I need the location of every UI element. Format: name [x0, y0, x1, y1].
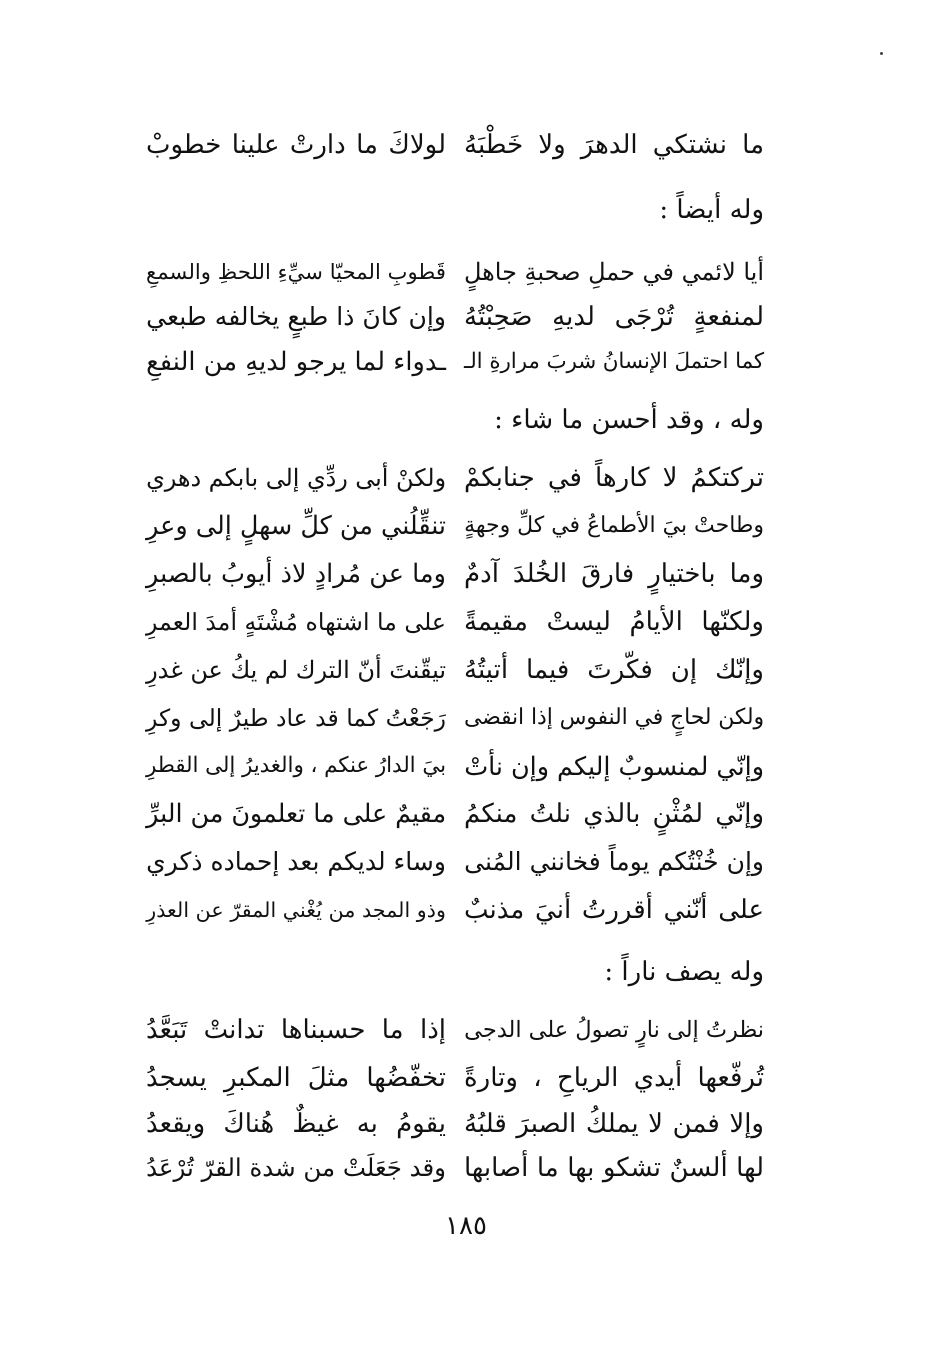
section-heading: وله ، وقد أحسن ما شاء :	[494, 405, 764, 435]
verse-3-5-right: وإنّك إن فكّرتَ فيما أتيتُهُ	[464, 655, 764, 685]
verse-2-2-right: لمنفعةٍ تُرْجَى لديهِ صَحِبْتُهُ	[464, 302, 764, 332]
verse-4-4-left: وقد جَعَلَتْ من شدة القرّ تُرْعَدُ	[146, 1153, 446, 1182]
verse-4-4-right: لها ألسنٌ تشكو بها ما أصابها	[463, 1153, 764, 1183]
verse-2-1-left: قَطوبِ المحيّا سيِّءِ اللحظِ والسمعِ	[146, 259, 446, 284]
verse-4-1-left: إذا ما حسبناها تدانتْ تَبَعَّدُ	[146, 1015, 446, 1045]
verse-3-5-left: تيقّنتَ أنّ الترك لم يكُ عن غدرِ	[146, 656, 446, 684]
verse-4-1-right: نظرتُ إلى نارٍ تصولُ على الدجى	[464, 1017, 764, 1043]
verse-3-10-right: على أنّني أقررتُ أنيَ مذنبٌ	[464, 895, 764, 925]
verse-1-1-right: ما نشتكي الدهرَ ولا خَطْبَهُ	[464, 130, 764, 160]
verse-3-1-right: تركتكمُ لا كارهاً في جنابكمْ	[463, 463, 764, 493]
verse-3-8-right: وإنّي لمُثْنٍ بالذي نلتُ منكمُ	[464, 799, 764, 829]
verse-3-9-right: وإن خُنْتُكم يوماً فخانني المُنى	[464, 847, 764, 876]
section-heading: وله أيضاً :	[659, 195, 764, 225]
verse-2-3-left: ـدواء لما يرجو لديهِ من النفعِ	[146, 347, 446, 377]
verse-3-7-left: بيَ الدارُ عنكم ، والغديرُ إلى القطرِ	[146, 753, 446, 778]
verse-3-10-left: وذو المجد من يُغْني المقرّ عن العذرِ	[146, 898, 446, 922]
verse-3-8-left: مقيمٌ على ما تعلمونَ من البرِّ	[146, 799, 446, 828]
verse-3-3-left: وما عن مُرادٍ لاذ أيوبُ بالصبرِ	[146, 559, 446, 589]
verse-3-2-right: وطاحتْ بيَ الأطماعُ في كلِّ وجهةٍ	[464, 513, 764, 538]
scan-speck	[880, 52, 883, 55]
verse-4-3-left: يقومُ به غيظٌ هُناكَ ويقعدُ	[146, 1109, 446, 1139]
verse-3-1-left: ولكنْ أبى ردِّي إلى بابكم دهري	[146, 464, 446, 492]
verse-2-1-right: أيا لائمي في حملِ صحبةِ جاهلٍ	[464, 258, 764, 286]
verse-2-3-right: كما احتملَ الإنسانُ شربَ مرارةِ الـ	[463, 349, 764, 374]
verse-2-2-left: وإن كانَ ذا طبعٍ يخالفه طبعي	[146, 302, 446, 331]
verse-1-1-left: لولاكَ ما دارتْ علينا خطوبْ	[146, 130, 446, 160]
verse-3-6-left: رَجَعْتُ كما قد عاد طيرٌ إلى وكرِ	[146, 704, 446, 732]
verse-3-2-left: تنقِّلُني من كلِّ سهلٍ إلى وعرِ	[146, 511, 446, 541]
verse-4-3-right: وإلا فمن لا يملكُ الصبرَ قلبُهُ	[463, 1109, 764, 1139]
verse-3-3-right: وما باختيارٍ فارقَ الخُلدَ آدمٌ	[464, 559, 764, 589]
verse-4-2-right: تُرفّعها أيدي الرياحِ ، وتارةً	[464, 1063, 764, 1093]
section-heading: وله يصف ناراً :	[604, 957, 764, 987]
page-number: ١٨٥	[445, 1211, 487, 1241]
verse-4-2-left: تخفّضُها مثلَ المكبرِ يسجدُ	[146, 1063, 446, 1093]
verse-3-4-left: على ما اشتهاه مُشْتَهٍ أمدَ العمرِ	[146, 608, 446, 636]
verse-3-6-right: ولكن لحاجٍ في النفوس إذا انقضى	[463, 705, 764, 730]
verse-3-9-left: وساء لديكم بعد إحماده ذكري	[146, 847, 446, 876]
verse-3-4-right: ولكنّها الأيامُ ليستْ مقيمةً	[463, 607, 764, 637]
verse-3-7-right: وإنّي لمنسوبٌ إليكم وإن نأتْ	[464, 751, 764, 781]
